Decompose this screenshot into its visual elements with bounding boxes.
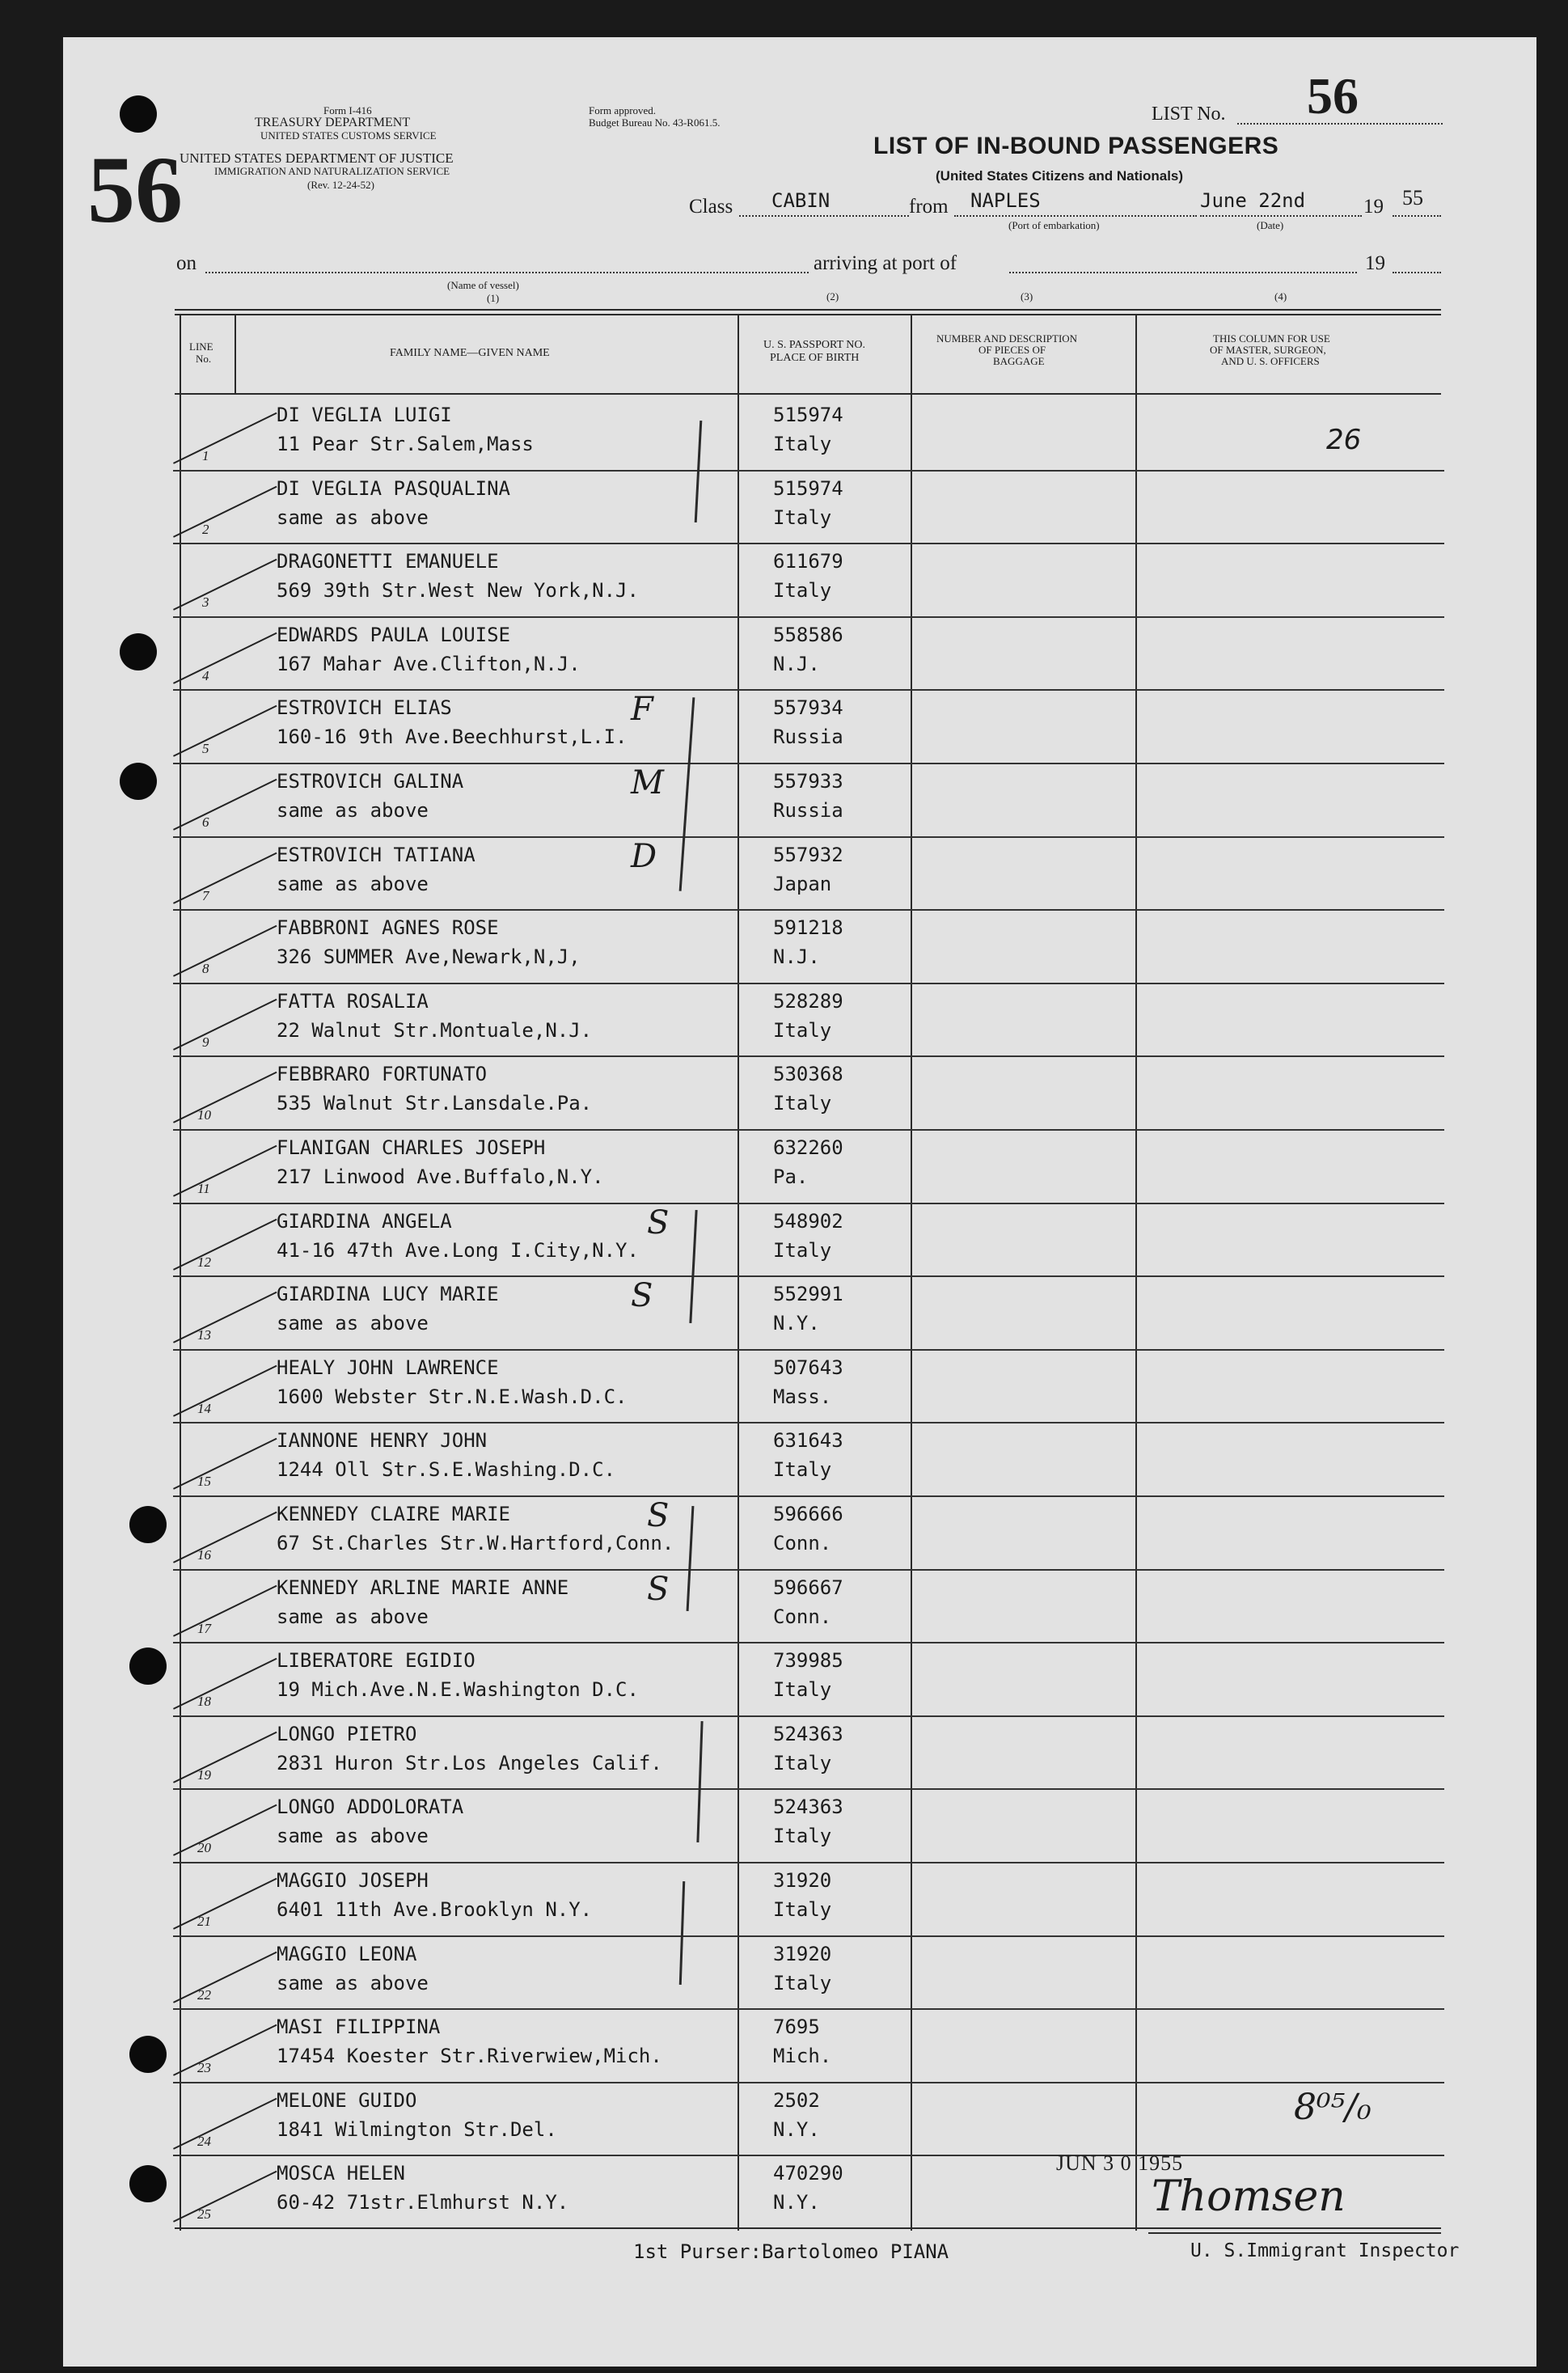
row-divider [173, 1569, 1444, 1571]
handwritten-annotation: S [647, 1571, 670, 1608]
col-number-1: (1) [487, 292, 500, 304]
passenger-address: same as above [277, 1605, 429, 1628]
passenger-address: 2831 Huron Str.Los Angeles Calif. [277, 1752, 662, 1774]
punch-hole [129, 1648, 167, 1685]
birthplace: Italy [773, 579, 832, 602]
birthplace: Italy [773, 1019, 832, 1042]
class-label: Class [689, 196, 733, 218]
row-divider [173, 470, 1444, 472]
passenger-name: DRAGONETTI EMANUELE [277, 550, 499, 573]
punch-hole [129, 2036, 167, 2073]
inspector-signature: Thomsen [1152, 2172, 1346, 2221]
birthplace: Italy [773, 1678, 832, 1701]
passenger-address: 1841 Wilmington Str.Del. [277, 2118, 557, 2141]
vessel-line [205, 272, 809, 273]
page-subtitle: (United States Citizens and Nationals) [936, 168, 1184, 184]
port-value: NAPLES [970, 189, 1041, 212]
passport-number: 557933 [773, 770, 843, 793]
passport-number: 557932 [773, 844, 843, 866]
line-number: 4 [202, 668, 209, 683]
date-line [1200, 215, 1362, 217]
from-label: from [909, 196, 949, 218]
row-divider [173, 2082, 1444, 2083]
passenger-address: 326 SUMMER Ave,Newark,N,J, [277, 945, 581, 968]
birthplace: Italy [773, 1752, 832, 1774]
row-divider [173, 836, 1444, 838]
passenger-address: 67 St.Charles Str.W.Hartford,Conn. [277, 1532, 674, 1555]
handwritten-annotation: M [631, 764, 664, 802]
col-divider-lineno [235, 314, 236, 393]
passport-number: 2502 [773, 2089, 820, 2112]
line-number: 19 [197, 1767, 211, 1783]
row-divider [173, 1203, 1444, 1204]
row-divider [173, 1788, 1444, 1790]
header-officers-3: AND U. S. OFFICERS [1221, 355, 1320, 367]
passport-number: 739985 [773, 1649, 843, 1672]
row-divider [173, 1642, 1444, 1643]
col-divider-passport [738, 314, 739, 2231]
year2-line [1393, 272, 1441, 273]
col-number-4: (4) [1274, 290, 1287, 302]
line-number: 6 [202, 814, 209, 830]
passport-number: 632260 [773, 1136, 843, 1159]
passenger-name: LIBERATORE EGIDIO [277, 1649, 475, 1672]
passenger-name: ESTROVICH GALINA [277, 770, 464, 793]
passenger-address: 1244 Oll Str.S.E.Washing.D.C. [277, 1458, 616, 1481]
passenger-name: FABBRONI AGNES ROSE [277, 916, 499, 939]
passenger-name: ESTROVICH ELIAS [277, 696, 452, 719]
table-top-rule [175, 309, 1441, 311]
passenger-address: 19 Mich.Ave.N.E.Washington D.C. [277, 1678, 639, 1701]
header-baggage-3: BAGGAGE [993, 355, 1045, 367]
date-value: June 22nd [1200, 189, 1306, 212]
line-number: 15 [197, 1474, 211, 1489]
row-divider [173, 1349, 1444, 1351]
row-divider [173, 616, 1444, 618]
passenger-name: FEBBRARO FORTUNATO [277, 1063, 488, 1085]
punch-hole [129, 1506, 167, 1543]
revision-label: (Rev. 12-24-52) [307, 179, 374, 191]
passport-number: 611679 [773, 550, 843, 573]
passenger-name: MELONE GUIDO [277, 2089, 417, 2112]
punch-hole [129, 2165, 167, 2202]
line-number: 10 [197, 1107, 211, 1123]
ins-label: IMMIGRATION AND NATURALIZATION SERVICE [214, 165, 450, 177]
passenger-address: same as above [277, 1312, 429, 1335]
passenger-address: same as above [277, 1972, 429, 1994]
customs-label: UNITED STATES CUSTOMS SERVICE [260, 129, 437, 142]
passport-number: 507643 [773, 1356, 843, 1379]
passenger-name: MAGGIO LEONA [277, 1943, 417, 1965]
line-number: 22 [197, 1987, 211, 2003]
header-baggage-1: NUMBER AND DESCRIPTION [936, 332, 1078, 345]
birthplace: Italy [773, 1092, 832, 1115]
budget-number: Budget Bureau No. 43-R061.5. [589, 116, 721, 129]
year-prefix: 19 [1363, 196, 1384, 218]
passenger-address: 41-16 47th Ave.Long I.City,N.Y. [277, 1239, 639, 1262]
handwritten-annotation: F [631, 691, 653, 728]
passenger-address: 1600 Webster Str.N.E.Wash.D.C. [277, 1385, 628, 1408]
passport-number: 524363 [773, 1796, 843, 1818]
line-number: 3 [202, 594, 209, 610]
col-number-2: (2) [826, 290, 839, 302]
passenger-address: 167 Mahar Ave.Clifton,N.J. [277, 653, 581, 675]
on-label: on [176, 252, 197, 274]
birthplace: Pa. [773, 1165, 809, 1188]
handwritten-annotation: S [647, 1204, 670, 1241]
date-caption: (Date) [1257, 219, 1284, 231]
passenger-name: MASI FILIPPINA [277, 2016, 441, 2038]
treasury-label: TREASURY DEPARTMENT [255, 116, 411, 129]
passenger-address: same as above [277, 506, 429, 529]
passport-number: 31920 [773, 1869, 832, 1892]
birthplace: N.Y. [773, 2191, 820, 2214]
birthplace: Italy [773, 433, 832, 455]
list-no-value: 56 [1307, 67, 1359, 125]
handwritten-annotation: D [631, 838, 657, 875]
row-divider [173, 1275, 1444, 1277]
from-line [954, 215, 1197, 217]
row-divider [173, 1715, 1444, 1717]
handwritten-annotation: 8⁰⁵/₀ [1294, 2087, 1371, 2128]
line-number: 5 [202, 741, 209, 756]
row-divider [173, 983, 1444, 984]
line-number: 16 [197, 1547, 211, 1563]
row-divider [173, 1129, 1444, 1131]
birthplace: Russia [773, 725, 843, 748]
punch-hole [120, 95, 157, 133]
birthplace: N.Y. [773, 1312, 820, 1335]
passenger-address: same as above [277, 873, 429, 895]
passport-number: 530368 [773, 1063, 843, 1085]
handwritten-annotation: S [631, 1277, 653, 1314]
table-top-rule-2 [175, 314, 1441, 315]
line-number: 18 [197, 1694, 211, 1709]
passport-number: 558586 [773, 624, 843, 646]
port-caption: (Port of embarkation) [1008, 219, 1100, 231]
passport-number: 596666 [773, 1503, 843, 1525]
vessel-caption: (Name of vessel) [447, 279, 519, 291]
passport-number: 515974 [773, 404, 843, 426]
passenger-name: MOSCA HELEN [277, 2162, 405, 2185]
birthplace: N.Y. [773, 2118, 820, 2141]
passenger-address: 22 Walnut Str.Montuale,N.J. [277, 1019, 593, 1042]
passenger-address: same as above [277, 799, 429, 822]
header-line-no-2: No. [196, 353, 212, 365]
line-number: 20 [197, 1840, 211, 1855]
line-number: 23 [197, 2060, 211, 2075]
class-line [739, 215, 909, 217]
birthplace: Italy [773, 1825, 832, 1847]
row-divider [173, 689, 1444, 691]
passenger-name: IANNONE HENRY JOHN [277, 1429, 488, 1452]
header-baggage-2: OF PIECES OF [978, 344, 1046, 356]
arrival-port-line [1009, 272, 1357, 273]
list-no-label: LIST No. [1152, 104, 1226, 125]
header-line-no-1: LINE [189, 341, 213, 353]
col-divider-baggage [911, 314, 912, 2231]
form-approved: Form approved. [589, 104, 657, 116]
class-value: CABIN [771, 189, 830, 212]
page-title: LIST OF IN-BOUND PASSENGERS [873, 133, 1279, 159]
passport-number: 31920 [773, 1943, 832, 1965]
row-divider [173, 909, 1444, 911]
inspection-date-stamp: JUN 3 0 1955 [1056, 2151, 1184, 2175]
header-officers-2: OF MASTER, SURGEON, [1210, 344, 1326, 356]
stamped-page-number: 56 [87, 137, 183, 243]
header-officers-1: THIS COLUMN FOR USE [1213, 332, 1330, 345]
signature-line [1148, 2232, 1441, 2234]
row-divider [173, 1495, 1444, 1497]
line-number: 9 [202, 1034, 209, 1050]
passenger-name: KENNEDY CLAIRE MARIE [277, 1503, 510, 1525]
passport-number: 548902 [773, 1210, 843, 1233]
passenger-address: 535 Walnut Str.Lansdale.Pa. [277, 1092, 593, 1115]
passport-number: 7695 [773, 2016, 820, 2038]
line-number: 25 [197, 2206, 211, 2222]
birthplace: Italy [773, 1972, 832, 1994]
col-divider-officers [1135, 314, 1137, 2231]
line-number: 8 [202, 961, 209, 976]
line-number: 13 [197, 1327, 211, 1343]
passenger-name: GIARDINA LUCY MARIE [277, 1283, 499, 1305]
line-number: 24 [197, 2134, 211, 2149]
form-id: Form I-416 [323, 104, 372, 116]
purser-name: 1st Purser:Bartolomeo PIANA [633, 2240, 949, 2263]
passenger-name: DI VEGLIA PASQUALINA [277, 477, 510, 500]
passport-number: 470290 [773, 2162, 843, 2185]
passenger-name: FATTA ROSALIA [277, 990, 429, 1013]
line-number: 14 [197, 1401, 211, 1416]
col-number-3: (3) [1021, 290, 1033, 302]
birthplace: Italy [773, 1458, 832, 1481]
arriving-label: arriving at port of [814, 252, 957, 274]
passenger-name: FLANIGAN CHARLES JOSEPH [277, 1136, 546, 1159]
year-suffix: 55 [1402, 186, 1423, 209]
birthplace: Italy [773, 506, 832, 529]
birthplace: Mass. [773, 1385, 832, 1408]
inspector-label: U. S.Immigrant Inspector [1190, 2240, 1460, 2261]
passport-number: 524363 [773, 1723, 843, 1745]
birthplace: N.J. [773, 653, 820, 675]
passenger-name: LONGO PIETRO [277, 1723, 417, 1745]
row-divider [173, 2008, 1444, 2010]
passport-number: 591218 [773, 916, 843, 939]
passenger-address: 569 39th Str.West New York,N.J. [277, 579, 639, 602]
birthplace: Japan [773, 873, 832, 895]
header-name: FAMILY NAME—GIVEN NAME [390, 347, 550, 359]
year-line [1393, 215, 1441, 217]
justice-label: UNITED STATES DEPARTMENT OF JUSTICE [180, 150, 454, 166]
header-passport-1: U. S. PASSPORT NO. [763, 339, 865, 351]
birthplace: N.J. [773, 945, 820, 968]
passenger-name: EDWARDS PAULA LOUISE [277, 624, 510, 646]
passport-number: 528289 [773, 990, 843, 1013]
passport-number: 552991 [773, 1283, 843, 1305]
header-bottom-rule [175, 393, 1441, 395]
handwritten-annotation: S [647, 1497, 670, 1534]
table-left-border [180, 314, 181, 2231]
row-divider [173, 2155, 1444, 2156]
passenger-name: HEALY JOHN LAWRENCE [277, 1356, 499, 1379]
passenger-name: GIARDINA ANGELA [277, 1210, 452, 1233]
row-divider [173, 1862, 1444, 1863]
passport-number: 557934 [773, 696, 843, 719]
line-number: 1 [202, 448, 209, 463]
birthplace: Russia [773, 799, 843, 822]
header-passport-2: PLACE OF BIRTH [770, 352, 860, 364]
birthplace: Italy [773, 1898, 832, 1921]
row-divider [173, 763, 1444, 764]
passenger-address: 217 Linwood Ave.Buffalo,N.Y. [277, 1165, 604, 1188]
passenger-name: LONGO ADDOLORATA [277, 1796, 464, 1818]
handwritten-annotation: 26 [1326, 424, 1362, 456]
row-divider [173, 1055, 1444, 1057]
row-divider [173, 1935, 1444, 1937]
passenger-address: 6401 11th Ave.Brooklyn N.Y. [277, 1898, 593, 1921]
year2-prefix: 19 [1365, 252, 1385, 274]
passport-number: 596667 [773, 1576, 843, 1599]
row-divider [173, 1422, 1444, 1423]
birthplace: Italy [773, 1239, 832, 1262]
passenger-address: 17454 Koester Str.Riverwiew,Mich. [277, 2045, 662, 2067]
table-bottom-rule [175, 2227, 1441, 2229]
passenger-address: same as above [277, 1825, 429, 1847]
passenger-name: MAGGIO JOSEPH [277, 1869, 429, 1892]
passenger-name: ESTROVICH TATIANA [277, 844, 475, 866]
line-number: 7 [202, 888, 209, 903]
passenger-address: 11 Pear Str.Salem,Mass [277, 433, 534, 455]
line-number: 21 [197, 1914, 211, 1929]
passport-number: 515974 [773, 477, 843, 500]
passenger-address: 160-16 9th Ave.Beechhurst,L.I. [277, 725, 628, 748]
birthplace: Conn. [773, 1605, 832, 1628]
line-number: 17 [197, 1621, 211, 1636]
birthplace: Conn. [773, 1532, 832, 1555]
passport-number: 631643 [773, 1429, 843, 1452]
line-number: 2 [202, 522, 209, 537]
birthplace: Mich. [773, 2045, 832, 2067]
passenger-name: DI VEGLIA LUIGI [277, 404, 452, 426]
punch-hole [120, 633, 157, 670]
passenger-address: 60-42 71str.Elmhurst N.Y. [277, 2191, 569, 2214]
line-number: 11 [197, 1181, 210, 1196]
passenger-name: KENNEDY ARLINE MARIE ANNE [277, 1576, 569, 1599]
punch-hole [120, 763, 157, 800]
line-number: 12 [197, 1254, 211, 1270]
row-divider [173, 543, 1444, 544]
